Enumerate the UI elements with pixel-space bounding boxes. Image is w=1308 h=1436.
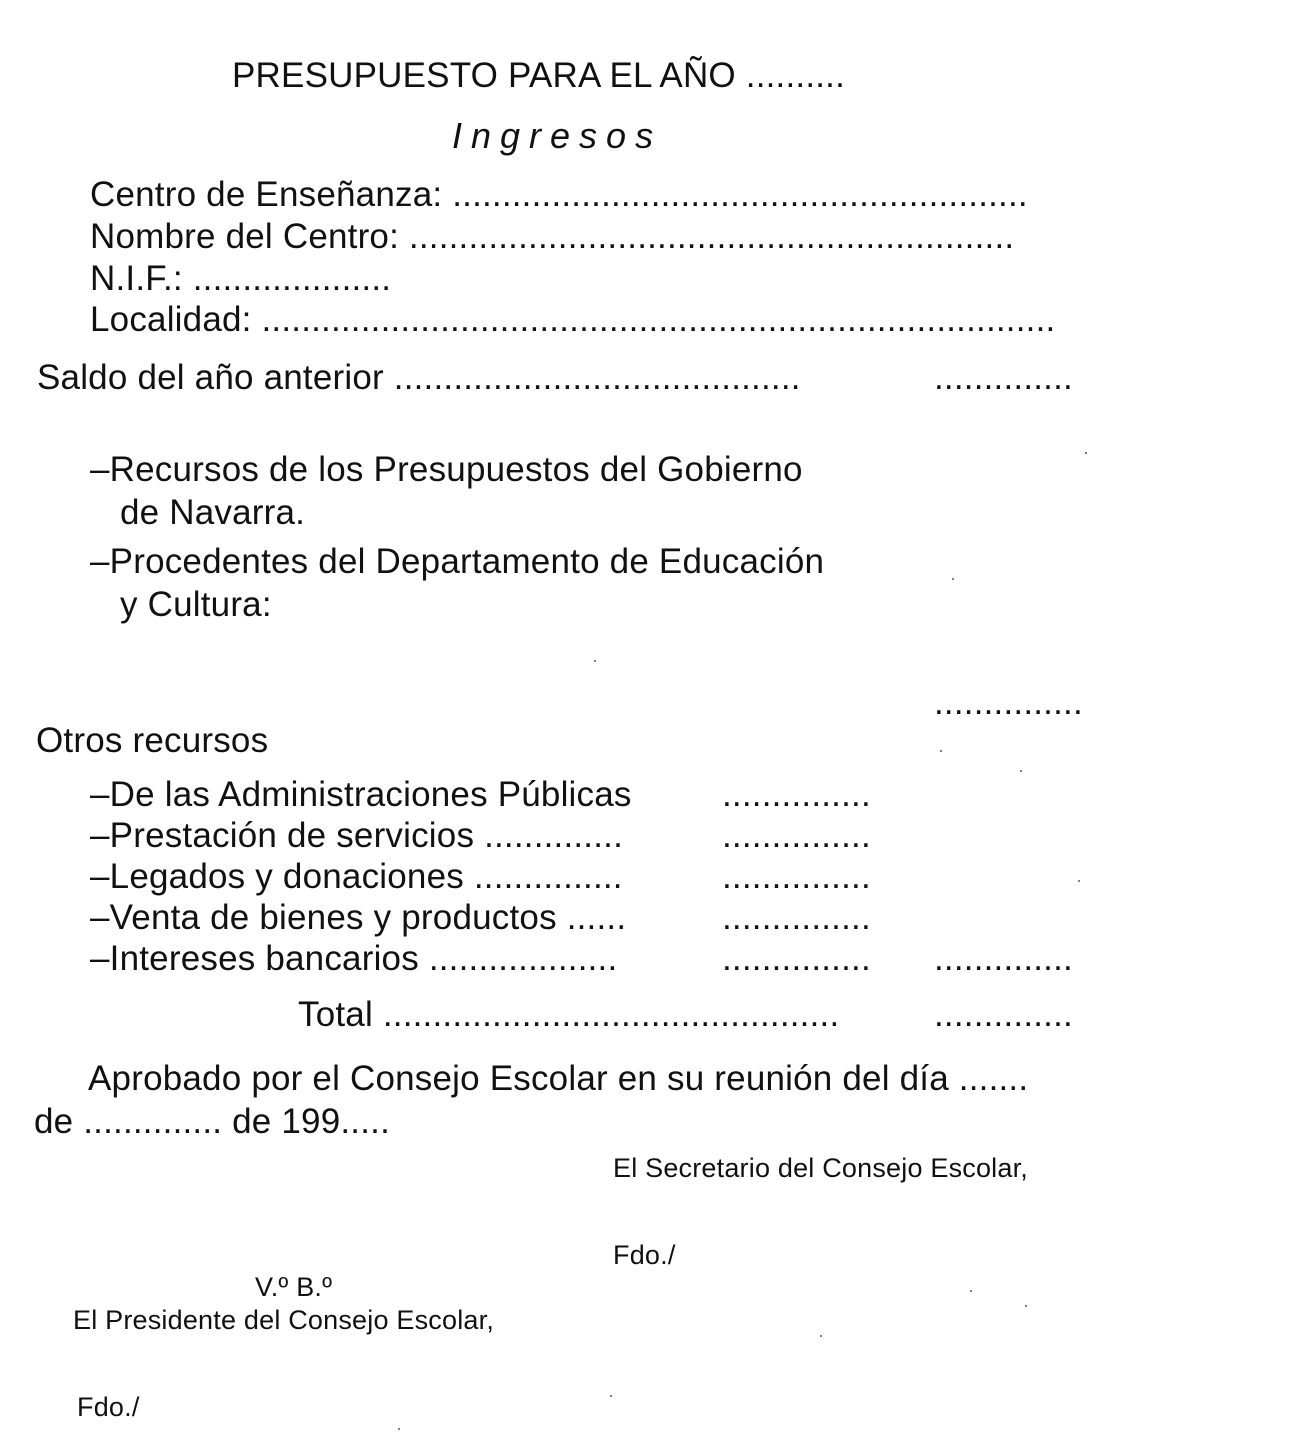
otros-item-label: –Prestación de servicios .............. <box>90 816 624 855</box>
field-centro: Centro de Enseñanza: .......................................................... <box>90 175 1028 214</box>
otros-heading: Otros recursos <box>36 721 269 760</box>
otros-item-label: –Intereses bancarios ................... <box>90 939 618 978</box>
saldo-label: Saldo del año anterior ......................................... <box>37 358 801 397</box>
scan-speck <box>1025 1305 1027 1307</box>
otros-item-subtotal: ............... <box>722 775 871 814</box>
scan-speck <box>594 660 596 662</box>
secretario-fdo: Fdo./ <box>613 1240 676 1270</box>
scan-speck <box>940 750 942 752</box>
otros-item-subtotal: ............... <box>722 939 871 978</box>
gobierno-amount: ............... <box>934 683 1083 722</box>
form-title: PRESUPUESTO PARA EL AÑO .......... <box>232 56 846 95</box>
gobierno-item1-line2: de Navarra. <box>120 493 306 532</box>
presidente-fdo: Fdo./ <box>77 1392 140 1422</box>
approval-line1: Aprobado por el Consejo Escolar en su reunión del día ....... <box>88 1059 1029 1098</box>
otros-item-subtotal: ............... <box>722 898 871 937</box>
scan-speck <box>970 1290 972 1292</box>
saldo-amount: .............. <box>934 358 1073 397</box>
otros-item-subtotal: ............... <box>722 857 871 896</box>
total-label: Total .............................................. <box>298 995 840 1034</box>
scan-speck <box>1085 452 1087 454</box>
scan-speck <box>610 1395 612 1397</box>
presidente-label: El Presidente del Consejo Escolar, <box>73 1305 495 1335</box>
field-localidad: Localidad: ................................................................................ <box>90 300 1056 339</box>
secretario-label: El Secretario del Consejo Escolar, <box>613 1153 1029 1183</box>
scan-speck <box>1020 770 1022 772</box>
otros-total-amount: .............. <box>934 939 1073 978</box>
scan-speck <box>1078 880 1080 882</box>
otros-item-label: –Venta de bienes y productos ...... <box>90 898 627 937</box>
gobierno-item1-line1: –Recursos de los Presupuestos del Gobierno <box>90 450 803 489</box>
otros-item-subtotal: ............... <box>722 816 871 855</box>
gobierno-item2-line1: –Procedentes del Departamento de Educación <box>90 542 825 581</box>
field-nombre: Nombre del Centro: ............................................................. <box>90 217 1015 256</box>
scan-speck <box>820 1335 822 1337</box>
otros-item-label: –Legados y donaciones ............... <box>90 857 623 896</box>
scan-speck <box>398 1428 400 1430</box>
otros-item-label: –De las Administraciones Públicas <box>90 775 632 814</box>
approval-line2: de .............. de 199..... <box>34 1102 390 1141</box>
vobo-label: V.º B.º <box>255 1272 333 1302</box>
gobierno-item2-line2: y Cultura: <box>120 585 272 624</box>
form-subtitle: Ingresos <box>452 115 663 156</box>
scan-speck <box>952 578 954 580</box>
field-nif: N.I.F.: .................... <box>90 259 392 298</box>
total-amount: .............. <box>934 995 1073 1034</box>
